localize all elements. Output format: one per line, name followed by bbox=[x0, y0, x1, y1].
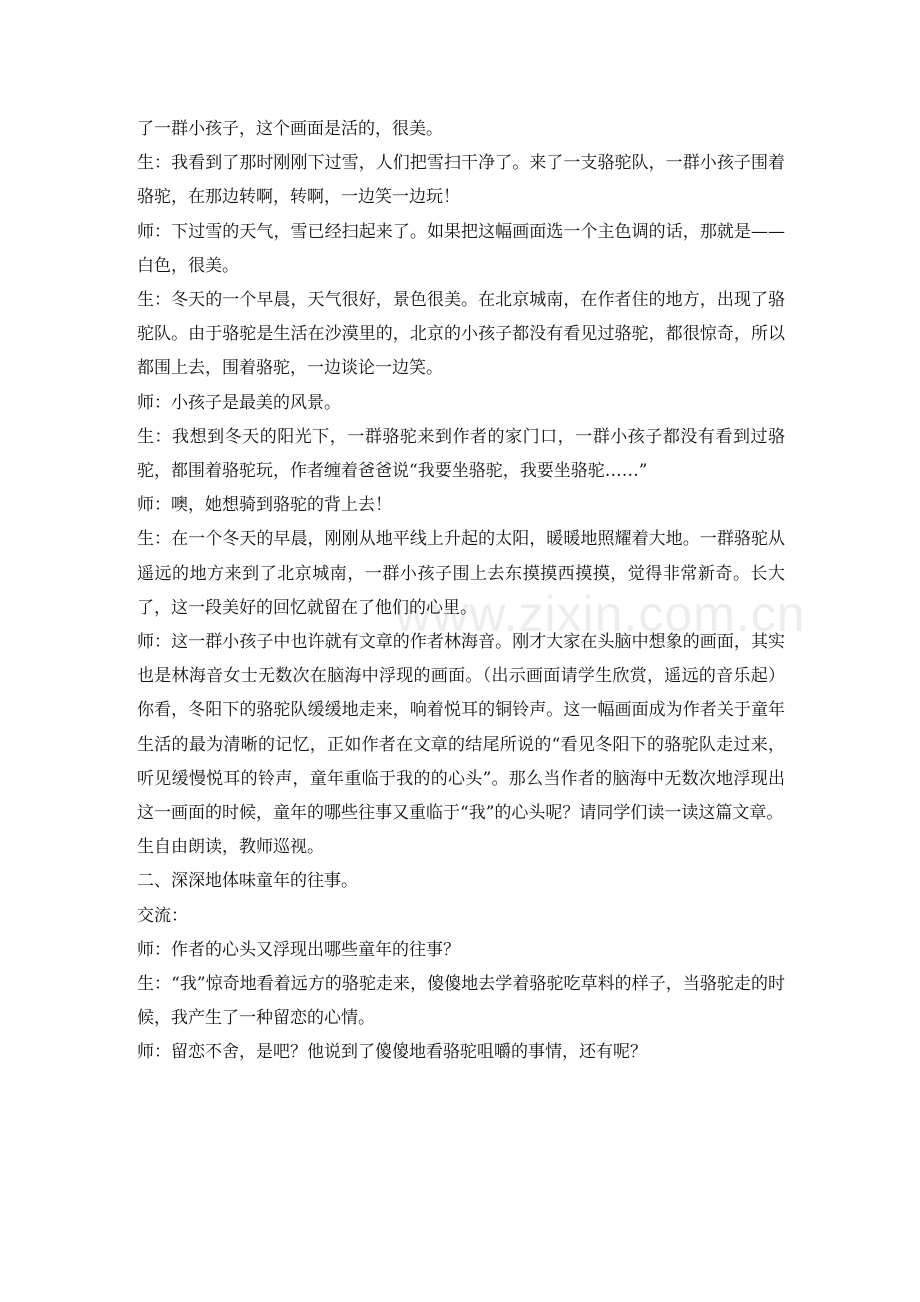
document-body bbox=[137, 112, 785, 1070]
paragraph-student-2: 生：冬天的一个早晨，天气很好，景色很美。在北京城南，在作者住的地方，出现了骆驼队。由于骆驼是生活在沙漠里的，北京的小孩子都没有看见过骆驼，都很惊奇，所以都围上去，围着骆驼，一边谈论一边笑。 bbox=[137, 290, 785, 379]
paragraph-student-5: 生：“我”惊奇地看着远方的骆驼走来，傻傻地去学着骆驼吃草料的样子，当骆驼走的时候，我产生了一种留恋的心情。 bbox=[137, 974, 785, 1029]
paragraph-student-4: 生：在一个冬天的早晨，刚刚从地平线上升起的太阳，暖暖地照耀着大地。一群骆驼从遥远的地方来到了北京城南，一群小孩子围上去东摸摸西摸摸，觉得非常新奇。长大了，这一段美好的回忆就留在了他们的心里。 bbox=[137, 529, 785, 618]
paragraph-teacher-1: 师：下过雪的天气，雪已经扫起来了。如果把这幅画面选一个主色调的话，那就是——白色，很美。 bbox=[137, 221, 785, 276]
paragraph-instruction: 生自由朗读，教师巡视。 bbox=[137, 837, 324, 858]
paragraph-teacher-4: 师：这一群小孩子中也许就有文章的作者林海音。刚才大家在头脑中想象的画面，其实也是林海音女士无数次在脑海中浮现的画面。（出示画面请学生欣赏，遥远的音乐起）你看，冬阳下的骆驼队缓缓地走来，响着悦耳的铜铃声。这一幅画面成为作者关于童年生活的最为清晰的记忆，正如作者在文章的结尾所说的“看见冬阳下的骆驼队走过来，听见缓慢悦耳的铃声，童年重临于我的的心头”。那么当作者的脑海中无数次地浮现出这一画面的时候，童年的哪些往事又重临于“我”的心头呢？请同学们读一读这篇文章。 bbox=[137, 632, 785, 824]
watermark: www.zixin.com.cn bbox=[395, 586, 806, 642]
paragraph-continuation: 了一群小孩子，这个画面是活的，很美。 bbox=[137, 119, 443, 139]
paragraph-exchange-label: 交流： bbox=[137, 905, 188, 926]
paragraph-student-3: 生：我想到冬天的阳光下，一群骆驼来到作者的家门口，一群小孩子都没有看到过骆驼，都围着骆驼玩，作者缠着爸爸说“我要坐骆驼，我要坐骆驼……” bbox=[137, 426, 785, 482]
paragraph-teacher-5: 师：作者的心头又浮现出哪些童年的往事？ bbox=[137, 939, 460, 960]
paragraph-teacher-6: 师：留恋不舍，是吧？他说到了傻傻地看骆驼咀嚼的事情，还有呢？ bbox=[137, 1042, 647, 1063]
paragraph-student-1: 生：我看到了那时刚刚下过雪，人们把雪扫干净了。来了一支骆驼队，一群小孩子围着骆驼，在那边转啊，转啊，一边笑一边玩！ bbox=[137, 153, 785, 208]
paragraph-teacher-3: 师：噢，她想骑到骆驼的背上去！ bbox=[137, 495, 392, 516]
paragraph-teacher-2: 师：小孩子是最美的风景。 bbox=[137, 392, 341, 413]
section-heading: 二、深深地体味童年的往事。 bbox=[137, 871, 358, 892]
